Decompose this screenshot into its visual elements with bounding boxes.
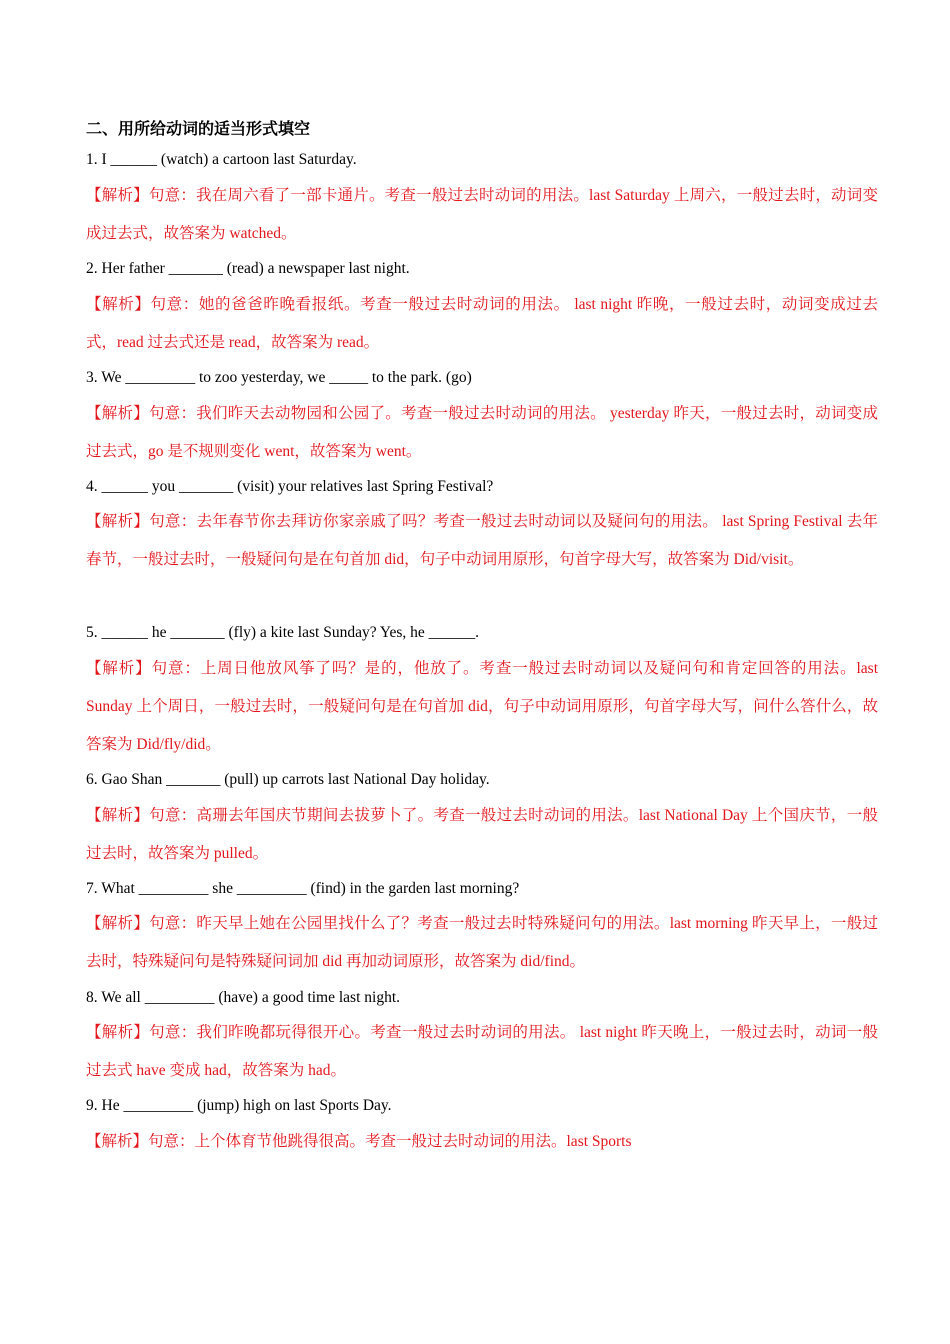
question-7: 7. What _________ she _________ (find) in the garden last morning? [86, 880, 520, 897]
section-heading: 二、用所给动词的适当形式填空 [86, 121, 311, 138]
analysis-5: 【解析】句意：上周日他放风筝了吗？是的，他放了。考查一般过去时动词以及疑问句和肯定回答的用法。last Sunday 上个周日，一般过去时，一般疑问句是在句首加 did，句子中动词用原形，句首字母大写，问什么答什么，故答案为 Did/fly/did。 [86, 660, 878, 753]
analysis-2: 【解析】句意：她的爸爸昨晚看报纸。考查一般过去时动词的用法。 last night 昨晚，一般过去时，动词变成过去式，read 过去式还是 read，故答案为 read。 [86, 296, 878, 351]
analysis-4: 【解析】句意：去年春节你去拜访你家亲戚了吗？考查一般过去时动词以及疑问句的用法。 last Spring Festival 去年春节，一般过去时，一般疑问句是在句首加 did，句子中动词用原形，句首字母大写，故答案为 Did/visit。 [86, 513, 878, 568]
analysis-9: 【解析】句意：上个体育节他跳得很高。考查一般过去时动词的用法。last Sports [86, 1133, 632, 1150]
question-8: 8. We all _________ (have) a good time last night. [86, 989, 401, 1006]
analysis-8: 【解析】句意：我们昨晚都玩得很开心。考查一般过去时动词的用法。 last night 昨天晚上，一般过去时，动词一般过去式 have 变成 had，故答案为 had。 [86, 1024, 878, 1079]
analysis-7: 【解析】句意：昨天早上她在公园里找什么了？考查一般过去时特殊疑问句的用法。last morning 昨天早上，一般过去时，特殊疑问句是特殊疑问词加 did 再加动词原形，故答案为 did/find。 [86, 915, 878, 970]
analysis-3: 【解析】句意：我们昨天去动物园和公园了。考查一般过去时动词的用法。 yesterday 昨天，一般过去时，动词变成过去式，go 是不规则变化 went，故答案为 went。 [86, 405, 878, 460]
question-1: 1. I ______ (watch) a cartoon last Saturday. [86, 151, 357, 168]
question-4: 4. ______ you _______ (visit) your relatives last Spring Festival? [86, 478, 494, 495]
question-9: 9. He _________ (jump) high on last Sports Day. [86, 1097, 392, 1114]
question-5: 5. ______ he _______ (fly) a kite last Sunday? Yes, he ______. [86, 624, 480, 641]
analysis-1: 【解析】句意：我在周六看了一部卡通片。考查一般过去时动词的用法。last Saturday 上周六，一般过去时，动词变成过去式，故答案为 watched。 [86, 187, 878, 242]
question-6: 6. Gao Shan _______ (pull) up carrots last National Day holiday. [86, 771, 490, 788]
question-3: 3. We _________ to zoo yesterday, we _____ to the park. (go) [86, 369, 472, 386]
analysis-6: 【解析】句意：高珊去年国庆节期间去拔萝卜了。考查一般过去时动词的用法。last National Day 上个国庆节，一般过去时，故答案为 pulled。 [86, 807, 878, 862]
question-2: 2. Her father _______ (read) a newspaper last night. [86, 260, 410, 277]
